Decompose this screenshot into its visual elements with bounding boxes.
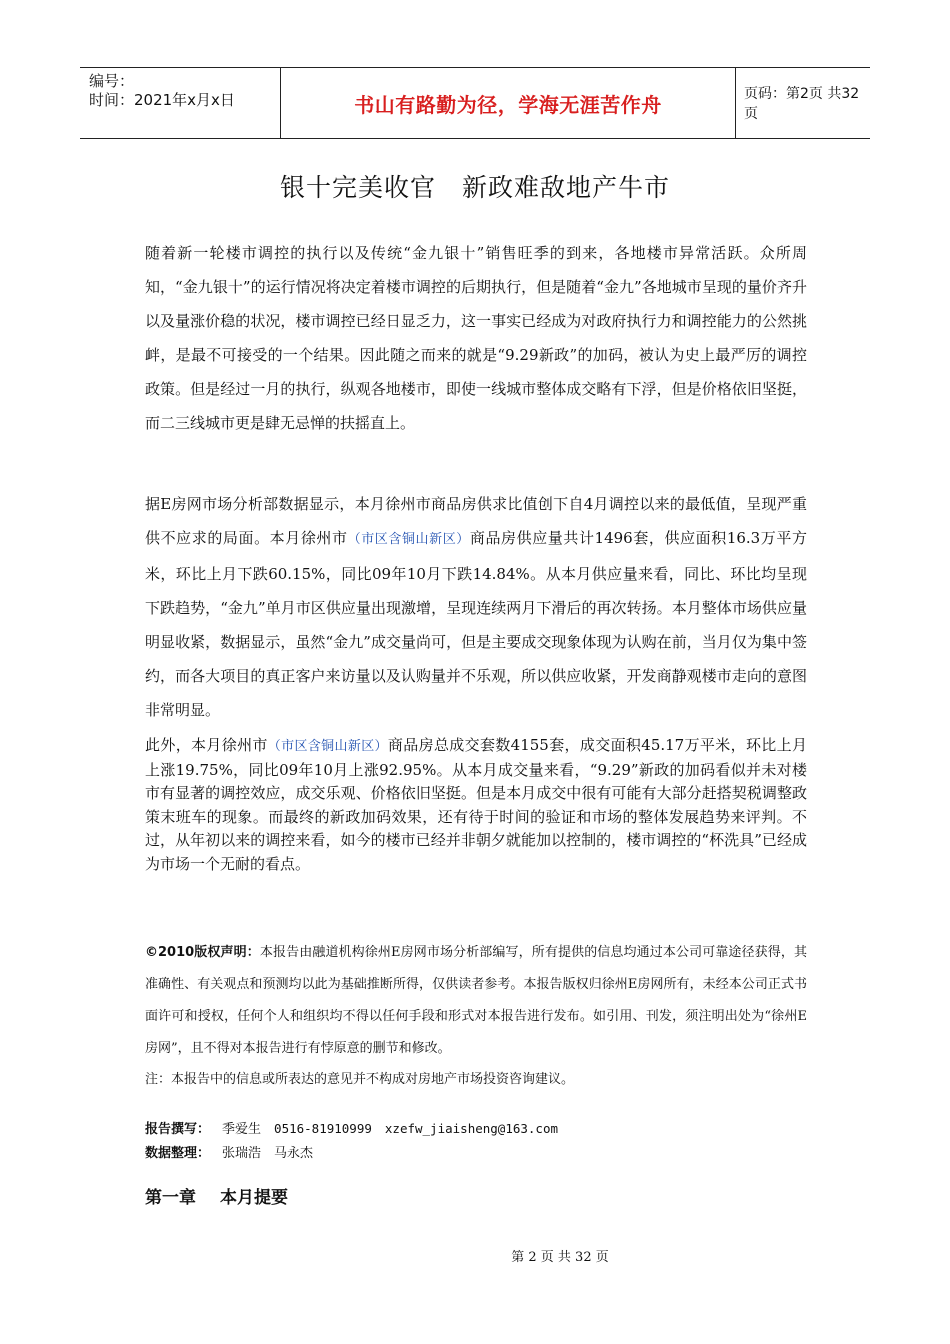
text-segment: 商品房总成交套数4155套，成交面积45.17万平米，环比上月上涨19.75%，同比09年10月上涨92.95%。从本月成交量来看，“9.29”新政的加码看似并未对楼市有显著的调控效应，成交乐观、价格依旧坚挺。但是本月成交中很有可能有大部分赶搭契税调整政策末班车的现象。而最终的新政加码效果，还有待于时间的验证和市场的整体发展趋势来评判。不过，从年初以来的调控来看，如今的楼市已经并非朝夕就能加以控制的，楼市调控的“杯洗具”已经成为市场一个无耐的看点。 <box>145 736 807 873</box>
data-label: 数据整理： <box>145 1146 211 1161</box>
author-name: 季爱生 <box>222 1122 262 1137</box>
copyright-text: 本报告由融道机构徐州E房网市场分析部编写，所有提供的信息均通过本公司可靠途径获得，其准确性、有关观点和预测均以此为基础推断所得，仅供读者参考。本报告版权归徐州E房网所有，未经本公司正式书面许可和授权，任何个人和组织均不得以任何手段和形式对本报告进行发布。如引用、刊发，须注明出处为“徐州E房网”，且不得对本报告进行有悖原意的删节和修改。 <box>145 945 807 1056</box>
number-label: 编号： <box>89 72 135 90</box>
header-meta <box>80 68 280 138</box>
data-names: 张瑞浩 马永杰 <box>222 1146 314 1161</box>
chapter-title: 本月提要 <box>220 1188 288 1208</box>
motto: 书山有路勤为径，学海无涯苦作舟 <box>354 92 662 117</box>
time-label: 时间：2021年x月x日 <box>89 91 235 109</box>
text-segment: 商品房供应量共计1496套，供应面积16.3万平方米，环比上月下跌60.15%，同比09年10月下跌14.84%。从本月供应量来看，同比、环比均呈现下跌趋势，“金九”单月市区供应量出现激增，呈现连续两月下滑后的再次转扬。本月整体市场供应量明显收紧，数据显示，虽然“金九”成交量尚可，但是主要成交现象体现为认购在前，当月仅为集中签约，而各大项目的真正客户来访量以及认购量并不乐观，所以供应收紧，开发商静观楼市走向的意图非常明显。 <box>145 529 807 719</box>
disclaimer-note: 注：本报告中的信息或所表达的意见并不构成对房地产市场投资咨询建议。 <box>145 1072 575 1087</box>
region-note: （市区含铜山新区） <box>267 739 388 754</box>
author-phone: 0516-81910999 <box>274 1121 372 1136</box>
text-segment: 此外，本月徐州市 <box>145 736 268 754</box>
region-note: （市区含铜山新区） <box>347 532 470 547</box>
page-footer: 第 2 页 共 32 页 <box>511 1250 609 1265</box>
data-credit <box>145 1142 313 1161</box>
header-motto-cell <box>280 68 736 138</box>
copyright-label: ©2010版权声明： <box>145 945 260 960</box>
author-email: xzefw_jiaisheng@163.com <box>384 1121 558 1136</box>
author-credit <box>145 1118 558 1137</box>
chapter-heading <box>145 1183 288 1208</box>
paragraph-transactions <box>145 734 807 876</box>
text-segment: 据E房网市场分析部数据显示，本月徐州市商品房供求比值创下自4月调控以来的最低值，呈现严重供不应求的局面。本月徐州市 <box>145 495 807 547</box>
copyright-statement <box>145 937 807 1065</box>
paragraph-supply <box>145 487 807 727</box>
header-box <box>80 67 870 139</box>
author-label: 报告撰写： <box>145 1122 211 1137</box>
page-label: 页码：第2页 共32页 <box>744 86 860 122</box>
paragraph-intro: 随着新一轮楼市调控的执行以及传统“金九银十”销售旺季的到来，各地楼市异常活跃。众所周知，“金九银十”的运行情况将决定着楼市调控的后期执行，但是随着“金九”各地城市呈现的量价齐升以及量涨价稳的状况，楼市调控已经日显乏力，这一事实已经成为对政府执行力和调控能力的公然挑衅，是最不可接受的一个结果。因此随之而来的就是“9.29新政”的加码，被认为史上最严厉的调控政策。但是经过一月的执行，纵观各地楼市，即使一线城市整体成交略有下浮，但是价格依旧坚挺，而二三线城市更是肆无忌惮的扶摇直上。 <box>145 244 807 432</box>
chapter-number: 第一章 <box>145 1188 196 1208</box>
page-title: 银十完美收官 新政难敌地产牛市 <box>279 173 670 202</box>
